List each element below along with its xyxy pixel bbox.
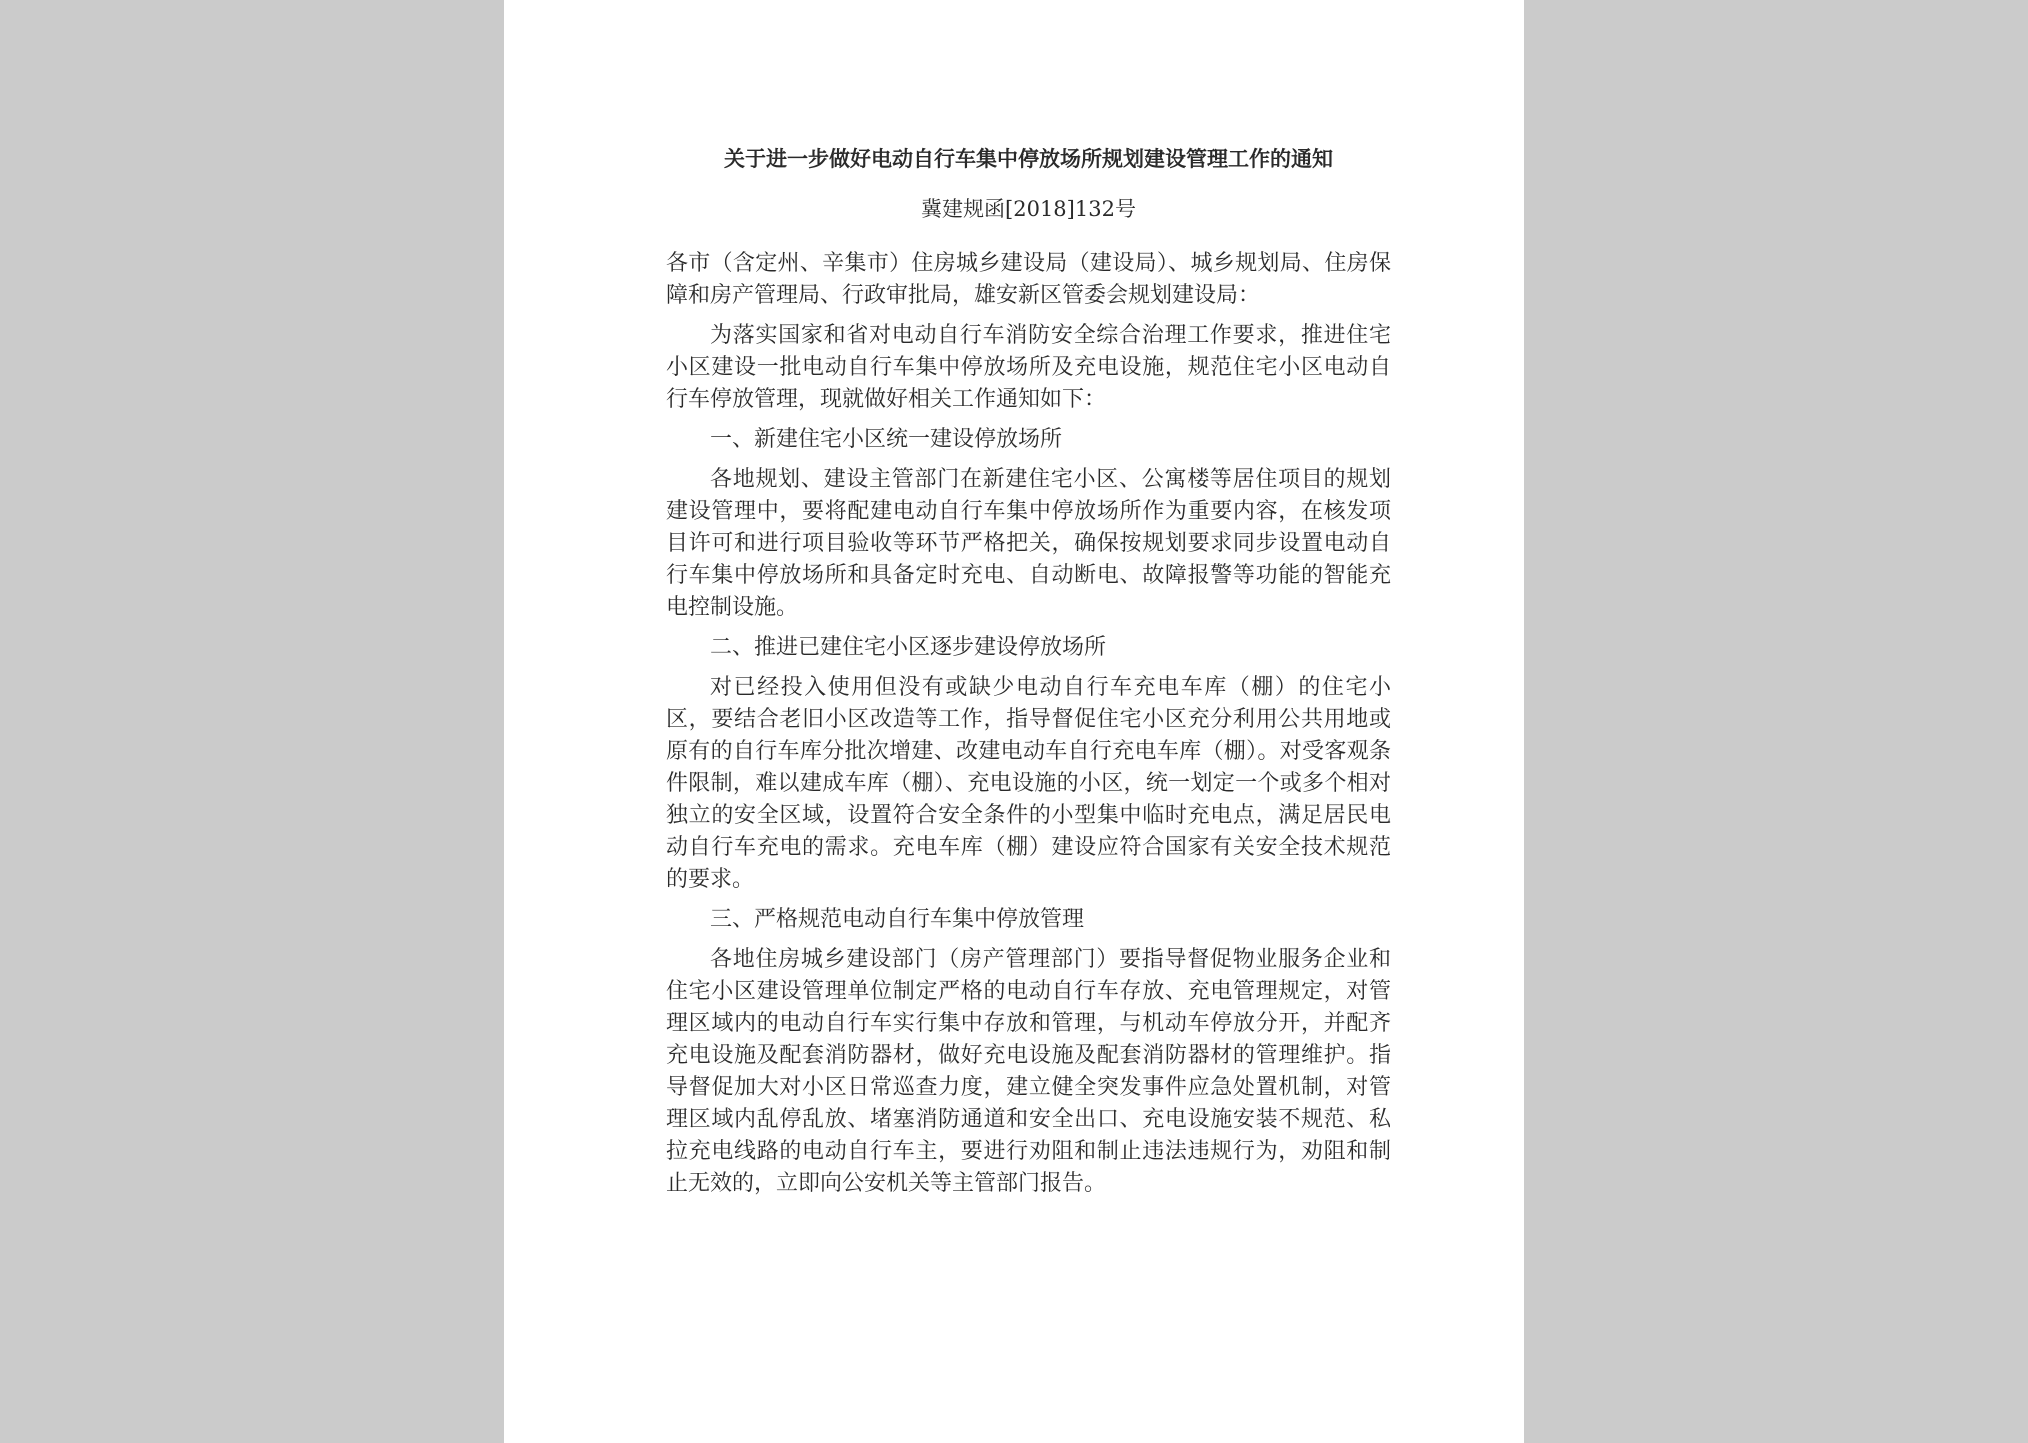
document-title: 关于进一步做好电动自行车集中停放场所规划建设管理工作的通知 (724, 146, 1333, 171)
page-content (666, 142, 1391, 1208)
intro-paragraph: 为落实国家和省对电动自行车消防安全综合治理工作要求，推进住宅小区建设一批电动自行车集中停放场所及充电设施，规范住宅小区电动自行车停放管理，现就做好相关工作通知如下： (666, 323, 1391, 412)
section-2-body: 对已经投入使用但没有或缺少电动自行车充电车库（棚）的住宅小区，要结合老旧小区改造等工作，指导督促住宅小区充分利用公共用地或原有的自行车库分批次增建、改建电动车自行充电车库（棚）。对受客观条件限制，难以建成车库（棚）、充电设施的小区，统一划定一个或多个相对独立的安全区域，设置符合安全条件的小型集中临时充电点，满足居民电动自行车充电的需求。充电车库（棚）建设应符合国家有关安全技术规范的要求。 (666, 675, 1391, 892)
section-1-heading: 一、新建住宅小区统一建设停放场所 (710, 427, 1063, 452)
document-page[interactable] (504, 0, 1524, 1443)
section-3-body: 各地住房城乡建设部门（房产管理部门）要指导督促物业服务企业和住宅小区建设管理单位制定严格的电动自行车存放、充电管理规定，对管理区域内的电动自行车实行集中存放和管理，与机动车停放分开，并配齐充电设施及配套消防器材，做好充电设施及配套消防器材的管理维护。指导督促加大对小区日常巡查力度，建立健全突发事件应急处置机制，对管理区域内乱停乱放、堵塞消防通道和安全出口、充电设施安装不规范、私拉充电线路的电动自行车主，要进行劝阻和制止违法违规行为，劝阻和制止无效的，立即向公安机关等主管部门报告。 (666, 947, 1391, 1196)
section-2-heading: 二、推进已建住宅小区逐步建设停放场所 (710, 635, 1107, 660)
recipients-paragraph: 各市（含定州、辛集市）住房城乡建设局（建设局）、城乡规划局、住房保障和房产管理局、行政审批局，雄安新区管委会规划建设局： (666, 251, 1391, 308)
section-1-body: 各地规划、建设主管部门在新建住宅小区、公寓楼等居住项目的规划建设管理中，要将配建电动自行车集中停放场所作为重要内容，在核发项目许可和进行项目验收等环节严格把关，确保按规划要求同步设置电动自行车集中停放场所和具备定时充电、自动断电、故障报警等功能的智能充电控制设施。 (666, 467, 1391, 620)
document-number: 冀建规函[2018]132号 (921, 197, 1136, 221)
section-3-heading: 三、严格规范电动自行车集中停放管理 (710, 907, 1085, 932)
